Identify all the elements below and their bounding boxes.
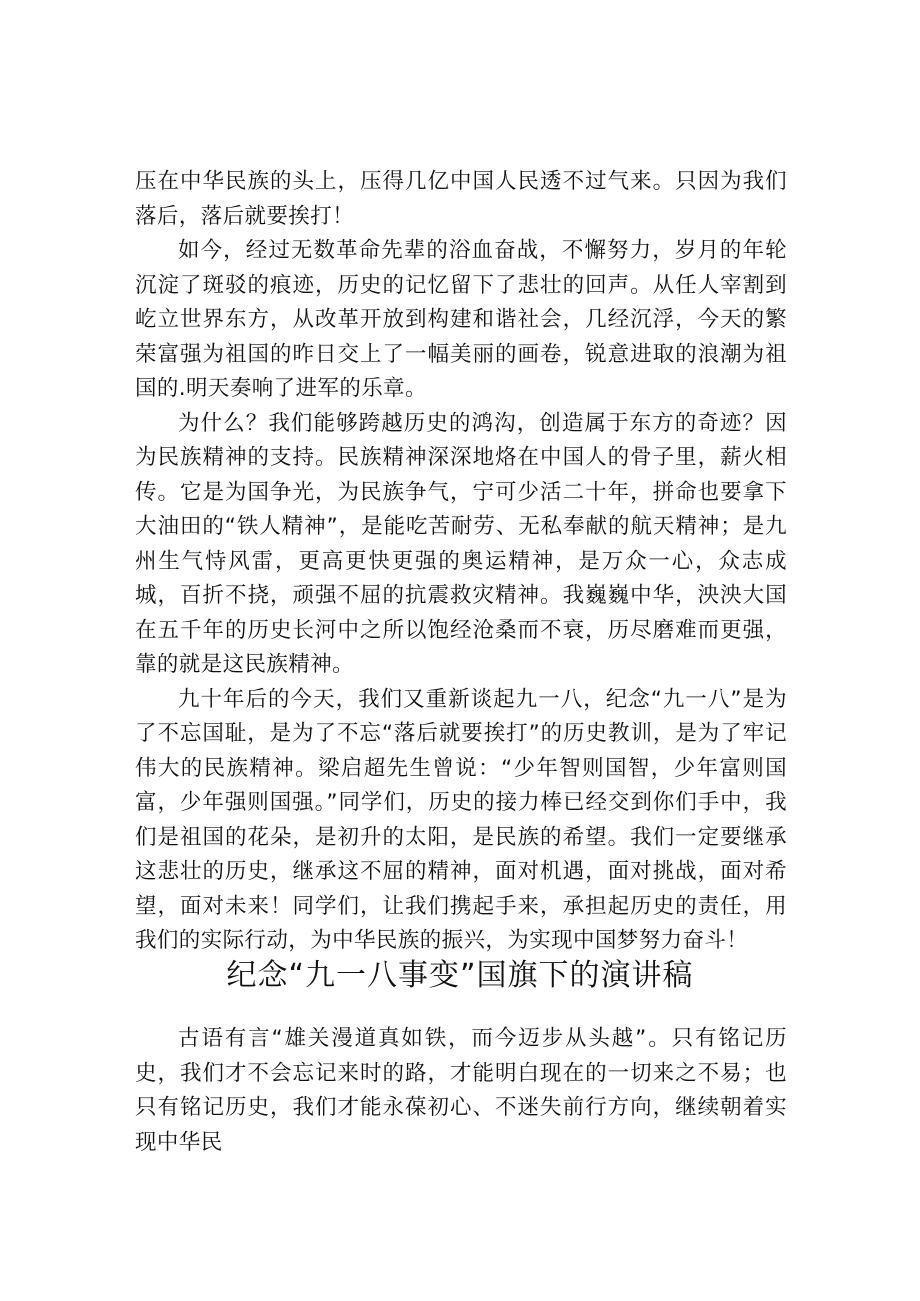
speech-body-section-1: [135, 165, 787, 959]
paragraph-remember-918: 九十年后的今天，我们又重新谈起九一八，纪念“九一八”是为了不忘国耻，是为了不忘“落后就要挨打”的历史教训，是为了牢记伟大的民族精神。梁启超先生曾说：“少年智则国智，少年富则国富，少年强则国强。”同学们，历史的接力棒已经交到你们手中，我们是祖国的花朵，是初升的太阳，是民族的希望。我们一定要继承这悲壮的历史，继承这不屈的精神，面对机遇，面对挑战，面对希望，面对未来！同学们，让我们携起手来，承担起历史的责任，用我们的实际行动，为中华民族的振兴，为实现中国梦努力奋斗！: [135, 686, 787, 953]
paragraph-ancient-saying: 古语有言“雄关漫道真如铁，而今迈步从头越”。只有铭记历史，我们才不会忘记来时的路，才能明白现在的一切来之不易；也只有铭记历史，我们才能永葆初心、不迷失前行方向，继续朝着实现中华民: [135, 1026, 787, 1155]
speech-body-section-2: [135, 1022, 787, 1160]
paragraph-national-spirit: 为什么？我们能够跨越历史的鸿沟，创造属于东方的奇迹？因为民族精神的支持。民族精神深深地烙在中国人的骨子里，薪火相传。它是为国争光，为民族争气，宁可少活二十年，拼命也要拿下大油田的“铁人精神”，是能吃苦耐劳、无私奉献的航天精神；是九州生气恃风雷，更高更快更强的奥运精神，是万众一心，众志成城，百折不挠，顽强不屈的抗震救灾精神。我巍巍中华，泱泱大国在五千年的历史长河中之所以饱经沧桑而不衰，历尽磨难而更强，靠的就是这民族精神。: [135, 410, 787, 677]
continued-paragraph: 压在中华民族的头上，压得几亿中国人民透不过气来。只因为我们落后，落后就要挨打！: [135, 169, 787, 229]
speech-title: 纪念“九一八事变”国旗下的演讲稿: [226, 958, 694, 993]
paragraph-history-rise: 如今，经过无数革命先辈的浴血奋战，不懈努力，岁月的年轮沉淀了斑驳的痕迹，历史的记忆留下了悲壮的回声。从任人宰割到屹立世界东方，从改革开放到构建和谐社会，几经沉浮，今天的繁荣富强为祖国的昨日交上了一幅美丽的画卷，锐意进取的浪潮为祖国的.明天奏响了进军的乐章。: [135, 238, 787, 401]
